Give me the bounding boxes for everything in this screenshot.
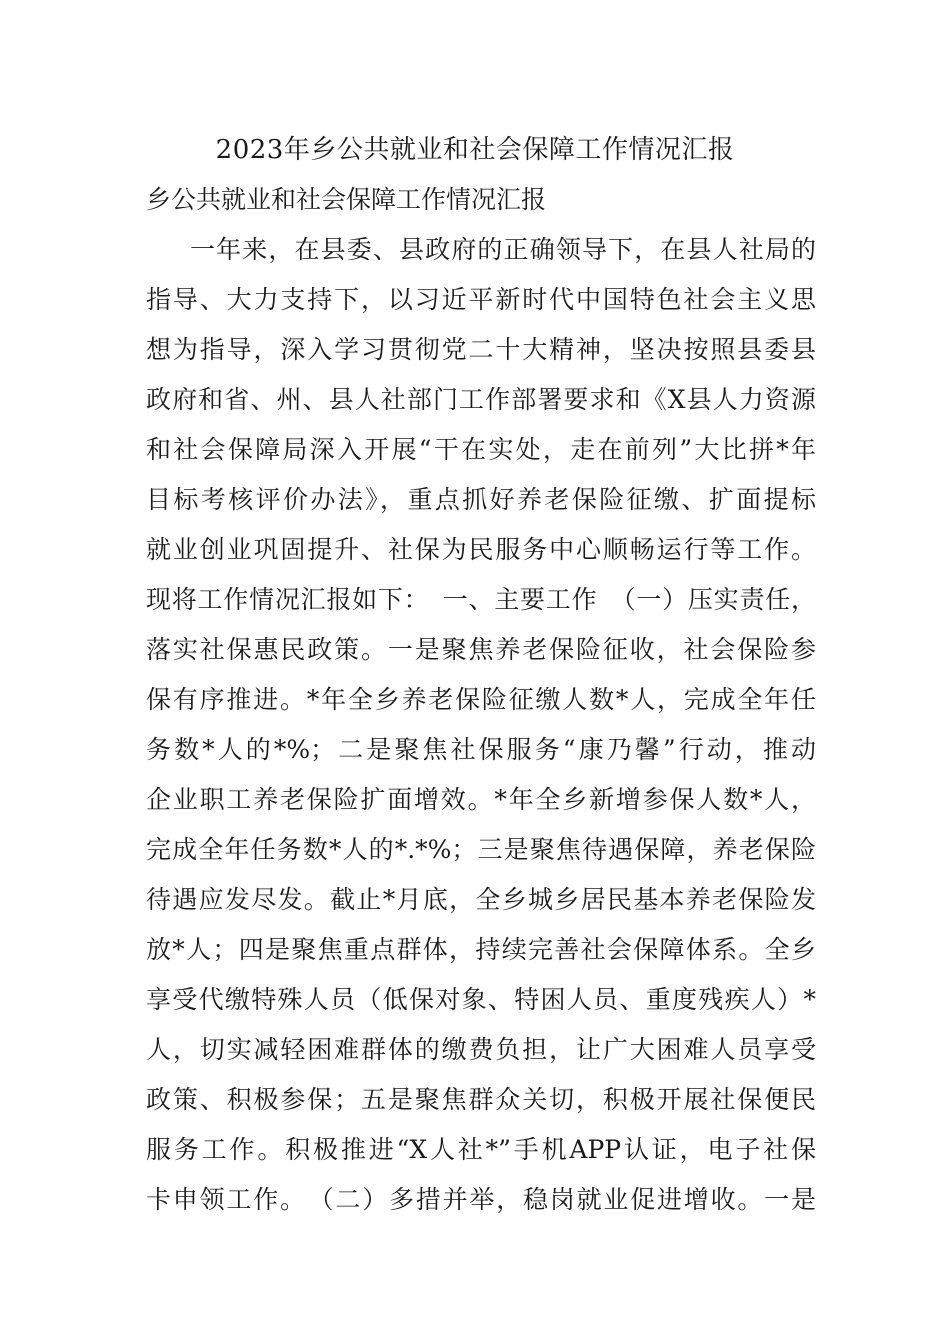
body-line: 一年来，在县委、县政府的正确领导下，在县人社局的 xyxy=(190,235,816,264)
body-line: 享受代缴特殊人员（低保对象、特困人员、重度残疾人）* xyxy=(146,985,816,1014)
document-body xyxy=(146,228,816,1228)
body-line: 政府和省、州、县人社部门工作部署要求和《X县人力资源 xyxy=(146,385,816,414)
body-line: 现将工作情况汇报如下： 一、主要工作 （一）压实责任， xyxy=(146,585,816,614)
document-title: 2023年乡公共就业和社会保障工作情况汇报 xyxy=(215,135,735,165)
body-line: 务数*人的*%；二是聚焦社保服务“康乃馨”行动，推动 xyxy=(146,735,816,764)
body-line: 企业职工养老保险扩面增效。*年全乡新增参保人数*人， xyxy=(146,785,816,814)
body-line: 落实社保惠民政策。一是聚焦养老保险征收，社会保险参 xyxy=(146,635,816,664)
body-line: 待遇应发尽发。截止*月底，全乡城乡居民基本养老保险发 xyxy=(146,885,816,914)
body-line: 卡申领工作。 （二）多措并举，稳岗就业促进增收。一是 xyxy=(146,1185,816,1214)
body-line: 就业创业巩固提升、社保为民服务中心顺畅运行等工作。 xyxy=(146,535,816,564)
body-line: 政策、积极参保；五是聚焦群众关切，积极开展社保便民 xyxy=(146,1085,816,1114)
body-line: 放*人；四是聚焦重点群体，持续完善社会保障体系。全乡 xyxy=(146,935,816,964)
body-line: 人，切实减轻困难群体的缴费负担，让广大困难人员享受 xyxy=(146,1035,816,1064)
body-line: 完成全年任务数*人的*.*%；三是聚焦待遇保障，养老保险 xyxy=(146,835,816,864)
body-line: 目标考核评价办法》，重点抓好养老保险征缴、扩面提标 xyxy=(146,485,816,514)
document-subtitle: 乡公共就业和社会保障工作情况汇报 xyxy=(146,185,547,214)
body-line: 想为指导，深入学习贯彻党二十大精神，坚决按照县委县 xyxy=(146,335,816,364)
body-line: 和社会保障局深入开展“干在实处，走在前列”大比拼*年 xyxy=(146,435,816,464)
body-line: 服务工作。积极推进“X人社*”手机APP认证，电子社保 xyxy=(146,1135,816,1164)
body-line: 指导、大力支持下，以习近平新时代中国特色社会主义思 xyxy=(146,285,816,314)
body-line: 保有序推进。*年全乡养老保险征缴人数*人，完成全年任 xyxy=(146,685,816,714)
